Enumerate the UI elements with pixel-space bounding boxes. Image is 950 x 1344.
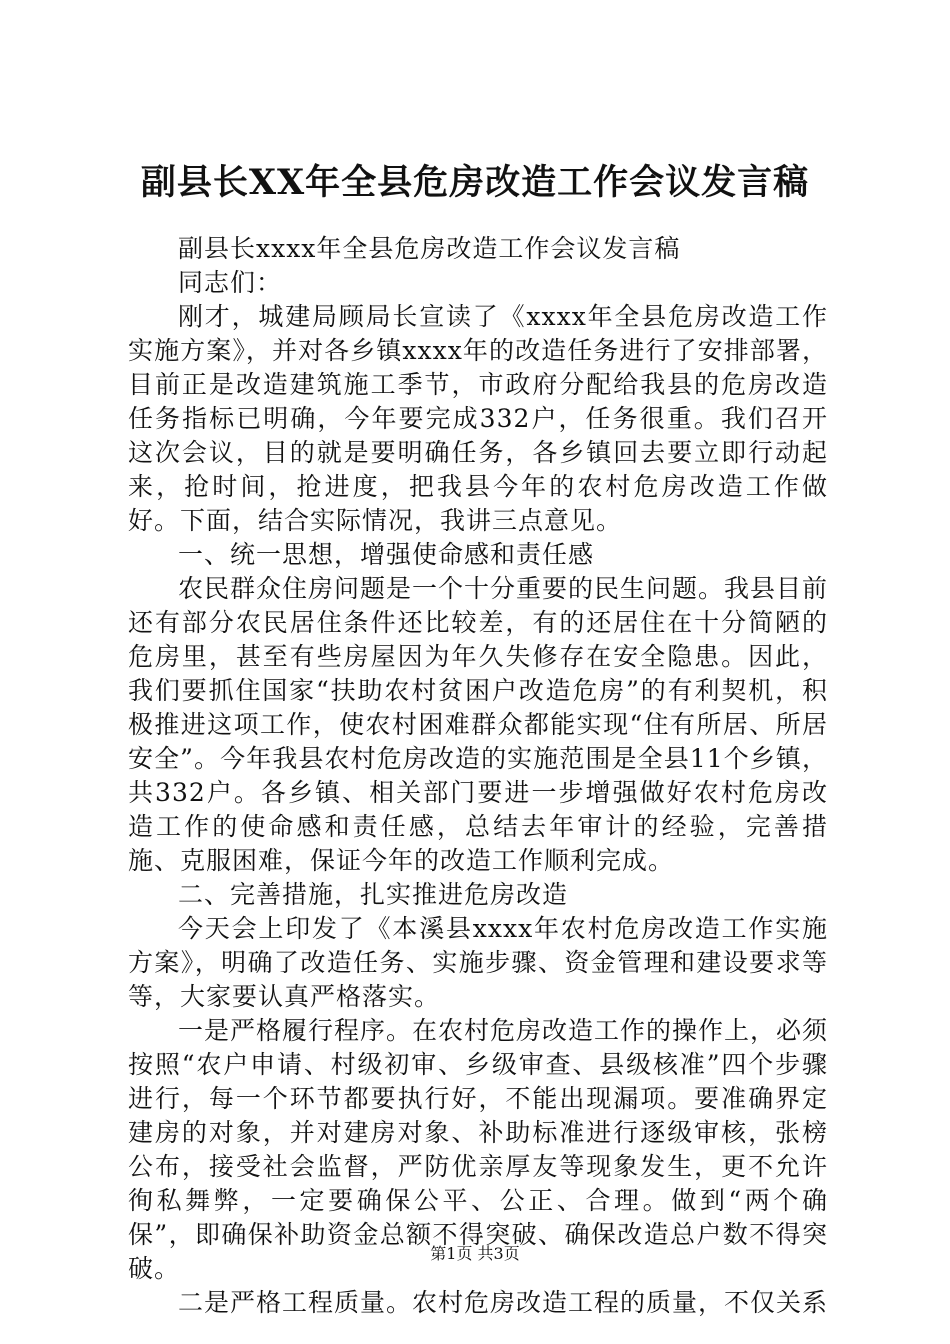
document-body (128, 232, 828, 1320)
document-title: 副县长XX年全县危房改造工作会议发言稿 (140, 162, 810, 203)
body-paragraph-intro: 刚才，城建局顾局长宣读了《xxxx年全县危房改造工作实施方案》，并对各乡镇xxxx年的改造任务进行了安排部署，目前正是改造建筑施工季节，市政府分配给我县的危房改造任务指标已明确，今年要完成332户，任务很重。我们召开这次会议，目的就是要明确任务，各乡镇回去要立即行动起来，抢时间，抢进度，把我县今年的农村危房改造工作做好。下面，结合实际情况，我讲三点意见。 (128, 302, 828, 535)
section-heading-1: 一、统一思想，增强使命感和责任感 (178, 540, 595, 569)
body-paragraph-procedure: 一是严格履行程序。在农村危房改造工作的操作上，必须按照“农户申请、村级初审、乡级审查、县级核准”四个步骤进行，每一个环节都要执行好，不能出现漏项。要准确界定建房的对象，并对建房对象、补助标准进行逐级审核，张榜公布，接受社会监督，严防优亲厚友等现象发生，更不允许徇私舞弊，一定要确保公平、公正、合理。做到“两个确保”，即确保补助资金总额不得突破、确保改造总户数不得突破。 (128, 1016, 829, 1283)
body-paragraph-section-1: 农民群众住房问题是一个十分重要的民生问题。我县目前还有部分农民居住条件还比较差，有的还居住在十分简陋的危房里，甚至有些房屋因为年久失修存在安全隐患。因此，我们要抓住国家“扶助农村贫困户改造危房”的有利契机，积极推进这项工作，使农村困难群众都能实现“住有所居、所居安全”。今年我县农村危房改造的实施范围是全县11个乡镇，共332户。各乡镇、相关部门要进一步增强做好农村危房改造工作的使命感和责任感，总结去年审计的经验，完善措施、克服困难，保证今年的改造工作顺利完成。 (128, 574, 829, 875)
body-paragraph-subtitle: 副县长xxxx年全县危房改造工作会议发言稿 (178, 234, 681, 263)
body-paragraph-quality: 二是严格工程质量。农村危房改造工程的质量，不仅关系 (178, 1288, 829, 1317)
page-number-footer: 第1页 共3页 (430, 1244, 520, 1263)
section-heading-2: 二、完善措施，扎实推进危房改造 (178, 880, 569, 909)
body-paragraph-section-2: 今天会上印发了《本溪县xxxx年农村危房改造工作实施方案》，明确了改造任务、实施步骤、资金管理和建设要求等等，大家要认真严格落实。 (128, 914, 828, 1011)
body-paragraph-salutation: 同志们： (178, 268, 283, 297)
